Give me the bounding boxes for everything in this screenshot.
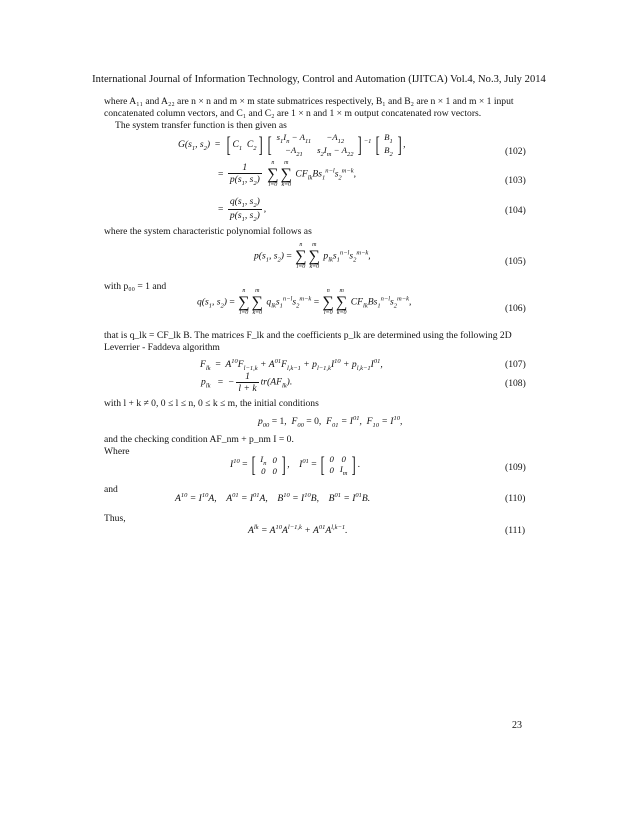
equation-number-107: (107) [505,359,526,370]
paragraph-algorithm: that is q_lk = CF_lk B. The matrices F_lk and the coefficients p_lk are determined using the following 2D Leverrier - Faddeva algorithm [104,330,512,353]
paragraph-initial-conditions: with l + k ≠ 0, 0 ≤ l ≤ n, 0 ≤ k ≤ m, the initial conditions [104,398,319,409]
journal-header: International Journal of Information Technology, Control and Automation (IJITCA) Vol.4, No.3, July 2014 [92,74,546,85]
paragraph-thus: Thus, [104,513,126,524]
equation-107: $F_{lk} = A^{10}F_{l-1,k} + A^{01}F_{l,k-1} + p_{l-1,k}I^{10} + p_{l,k-1}I^{01}$, [200,358,383,373]
equation-105: $p(s_1$, $s_2$) = n ∑ l=0 m ∑ k=0 $p_{lk}s_1^{n-l}s_2^{m-k}$, [254,242,371,270]
equation-104: = $\frac{q(s_1, s_2)}{p(s_1, s_2)}$ , [218,196,267,223]
equation-number-103: (103) [505,175,526,186]
paragraph-with-p00: with p₀₀ = 1 and [104,281,167,292]
equation-109: $I^{10}$ = [ $I_n$ 0 0 0 ] , $I^{01}$ = [ 0 0 0 $I_m$ ] . [230,452,361,477]
paragraph-intro: where A₁₁ and A₂₂ are n × n and m × m state submatrices respectively, B₁ and B₂ are n × 1 and m × 1 input concatenated column vectors, and C₁ and C₂ are 1 × n and 1 × m output concatenated row vectors. [104,96,514,119]
equation-number-102: (102) [505,146,526,157]
equation-number-109: (109) [505,462,526,473]
equation-103: = $\frac{1}{p(s_1, s_2)}$ n ∑ l=0 m ∑ k=0 $CF_{lk}Bs_1^{n-l}s_2^{m-k}$, [218,160,357,188]
equation-108: $p_{lk}$ = − $\frac{1}{l + k}$ $tr(AF_{lk})$. [201,371,293,394]
equation-number-106: (106) [505,303,526,314]
paragraph-checking-condition: and the checking condition AF_nm + p_nm I = 0. [104,434,294,445]
equation-110: $A^{10} = I^{10}A$, $A^{01} = I^{01}A$, $B^{10} = I^{10}B$, $B^{01} = I^{01}B$. [175,492,371,505]
page-number: 23 [512,720,522,731]
equation-111: $A^{lk} = A^{10}A^{l-1,k} + A^{01}A^{l,k-1}$. [248,524,348,537]
paragraph-transfer-intro: The system transfer function is then given as [115,120,287,131]
equation-number-111: (111) [505,525,526,536]
equation-106: $q(s_1$, $s_2$) = n ∑ l=0 m ∑ k=0 $q_{lk}s_1^{n-l}s_2^{m-k}$ = n ∑ l=0 m ∑ k=0 $CF_{lk}Bs_1^{n-l}s_2^{m-k}$, [197,288,412,316]
equation-number-104: (104) [505,205,526,216]
paragraph-characteristic: where the system characteristic polynomial follows as [104,226,312,237]
equation-102: $G(s_1$, $s_2$) = [ $C_1$ $C_2$] [ $s_1I_n - A_{11}$ $-A_{12}$ $-A_{21}$ $s_2I_m - A_{22}$ ] $^{-1}$ [ $B_1$ $B_2$ ] , [178,132,406,158]
paragraph-where: Where [104,446,130,457]
paragraph-and: and [104,484,118,495]
equation-number-110: (110) [505,493,526,504]
equation-number-105: (105) [505,256,526,267]
equation-initial-conditions: $p_{00} = 1$, $F_{00} = 0$, $F_{01} = I^{01}$, $F_{10} = I^{10}$, [258,415,403,430]
equation-number-108: (108) [505,378,526,389]
